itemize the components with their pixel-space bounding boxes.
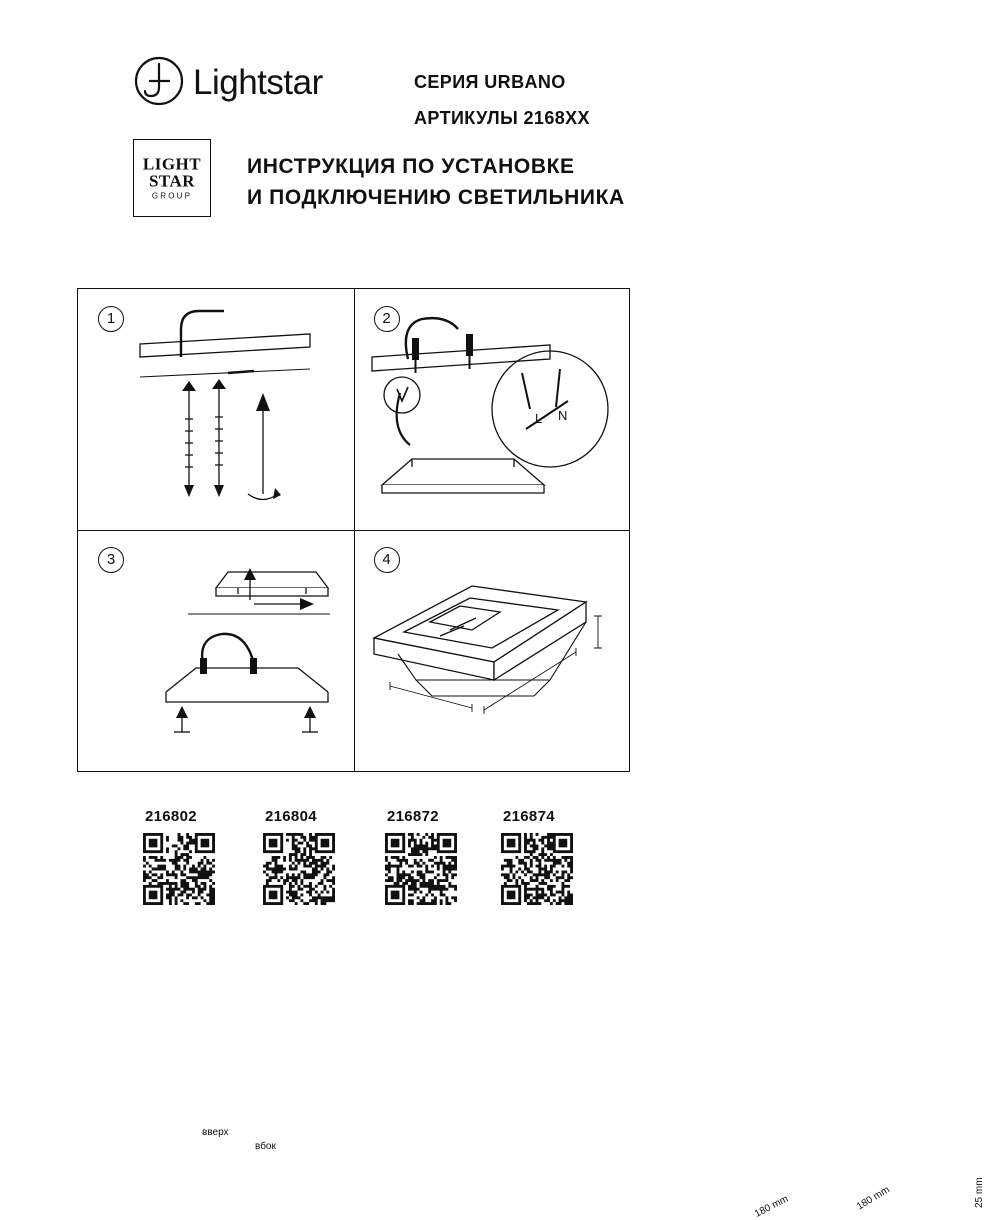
series-label: СЕРИЯ URBANO [414, 72, 566, 92]
qr-code-216872[interactable] [385, 833, 457, 905]
svg-text:Lightstar: Lightstar [193, 63, 323, 102]
product-code-3-number: 216874 [503, 808, 555, 825]
label-width-left: 180 mm [752, 1193, 790, 1220]
step-4-illustration [354, 530, 630, 771]
group-logo-line2: STAR [148, 171, 196, 191]
document-header [0, 0, 707, 245]
label-up: вверх [202, 1127, 229, 1138]
qr-code-216874[interactable] [501, 833, 573, 905]
lightstar-logo [133, 56, 363, 106]
group-logo-line1: LIGHT [142, 154, 202, 174]
terminal-label-n: N [557, 408, 567, 423]
product-code-0-number: 216802 [145, 808, 197, 825]
label-height: 25 mm [973, 1177, 985, 1208]
page-title-line1: ИНСТРУКЦИЯ ПО УСТАНОВКЕ [247, 155, 575, 178]
product-code-2 [385, 808, 505, 905]
step-1-cell [78, 289, 354, 530]
product-code-1 [263, 808, 383, 905]
product-code-2-number: 216872 [387, 808, 439, 825]
qr-code-216802[interactable] [143, 833, 215, 905]
step-3-number: 3 [98, 547, 124, 573]
step-3-illustration [78, 530, 354, 771]
lightstar-monogram-icon [136, 58, 182, 104]
lightstar-group-logo [133, 139, 211, 217]
label-width-right: 180 mm [854, 1184, 892, 1213]
product-code-1-number: 216804 [265, 808, 317, 825]
step-2-illustration [354, 289, 630, 530]
step-2-number: 2 [374, 306, 400, 332]
article-label: АРТИКУЛЫ 2168XX [414, 108, 590, 128]
product-code-0 [143, 808, 263, 905]
product-codes [77, 808, 630, 948]
product-code-3 [501, 808, 621, 905]
step-4-number: 4 [374, 547, 400, 573]
terminal-label-l: L [534, 411, 542, 426]
page-title-line2: И ПОДКЛЮЧЕНИЮ СВЕТИЛЬНИКА [247, 186, 625, 209]
qr-code-216804[interactable] [263, 833, 335, 905]
step-1-number: 1 [98, 306, 124, 332]
group-logo-line3: GROUP [151, 191, 193, 201]
step-1-illustration [78, 289, 354, 530]
step-2-cell [354, 289, 630, 530]
label-side: вбок [255, 1141, 276, 1152]
